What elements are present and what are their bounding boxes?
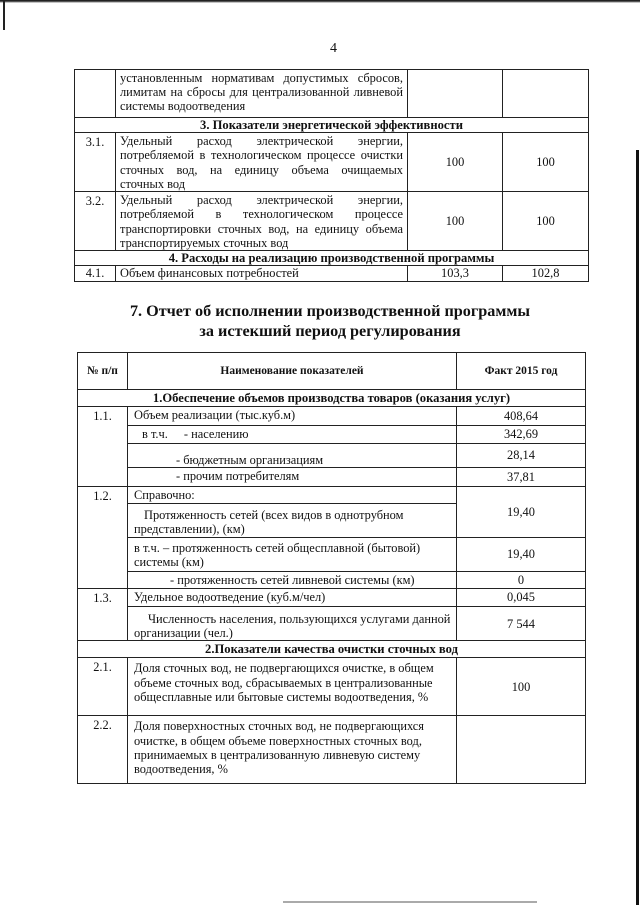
row-value-1: 103,3 <box>408 266 503 281</box>
row-name: - бюджетным организациям <box>128 444 457 468</box>
report-title-line-1: 7. Отчет об исполнении производственной программы <box>129 302 531 320</box>
row-number: 2.1. <box>78 658 128 716</box>
table-row <box>78 444 586 468</box>
row-value-1: 100 <box>408 192 503 251</box>
section-3-title: 3. Показатели энергетической эффективности <box>75 118 589 133</box>
row-name: в т.ч. – протяженность сетей общесплавной (бытовой) системы (км) <box>128 538 457 572</box>
row-value-1: 100 <box>408 133 503 192</box>
table-row <box>78 407 586 426</box>
row-name: Удельный расход электрической энергии, потребляемой в технологическом процессе транспортировки сточных вод, на единицу объема транспортируемых сточных вод <box>116 192 408 251</box>
scan-edge-top <box>0 0 640 3</box>
row-name: установленным нормативам допустимых сбросов, лимитам на сбросы для централизованной ливневой системы водоотведения <box>116 70 408 118</box>
row-number: 1.1. <box>78 407 128 487</box>
table-row <box>78 607 586 641</box>
section-header-row <box>75 118 589 133</box>
table-header-row <box>78 353 586 390</box>
row-value-1 <box>408 70 503 118</box>
column-header-value: Факт 2015 год <box>457 353 586 390</box>
table-row <box>75 70 589 118</box>
row-value: 100 <box>457 658 586 716</box>
row-number: 4.1. <box>75 266 116 281</box>
row-value: 342,69 <box>457 426 586 444</box>
section-4-title: 4. Расходы на реализацию производственной программы <box>75 251 589 266</box>
row-number: 3.2. <box>75 192 116 251</box>
row-number: 3.1. <box>75 133 116 192</box>
section-header-row <box>78 390 586 407</box>
section-1-title: 1.Обеспечение объемов производства товаров (оказания услуг) <box>78 390 586 407</box>
row-number: 2.2. <box>78 716 128 784</box>
row-prefix: в т.ч. <box>142 427 168 441</box>
column-header-number: № п/п <box>78 353 128 390</box>
row-value <box>457 716 586 784</box>
section-header-row <box>78 641 586 658</box>
row-number <box>75 70 116 118</box>
page-number: 4 <box>330 41 337 56</box>
row-name: Объем финансовых потребностей <box>116 266 408 281</box>
row-value: 37,81 <box>457 468 586 487</box>
row-subname: - населению <box>183 427 249 441</box>
scan-edge-left <box>3 0 5 30</box>
row-number: 1.3. <box>78 589 128 641</box>
report-title-line-2: за истекший период регулирования <box>199 322 461 340</box>
row-name: Удельный расход электрической энергии, потребляемой в технологическом процессе очистки сточных вод, на единицу объема очищаемых сточных вод <box>116 133 408 192</box>
row-name: - прочим потребителям <box>128 468 457 487</box>
section-2-title: 2.Показатели качества очистки сточных вод <box>78 641 586 658</box>
row-value: 28,14 <box>457 444 586 468</box>
row-number: 1.2. <box>78 487 128 589</box>
row-value: 19,40 <box>457 538 586 572</box>
table-row <box>78 468 586 487</box>
row-name: Доля поверхностных сточных вод, не подвергающихся очистке, в общем объеме поверхностных сточных вод, принимаемых в централизованную ливневую систему водоотведения, % <box>128 716 457 784</box>
row-value: 0,045 <box>457 589 586 607</box>
scan-edge-right <box>636 150 639 905</box>
report-table <box>77 352 586 784</box>
row-name: Протяженность сетей (всех видов в однотрубном представлении), (км) <box>128 504 457 538</box>
table-row <box>75 266 589 281</box>
row-value: 0 <box>457 572 586 589</box>
column-header-name: Наименование показателей <box>128 353 457 390</box>
row-value: 19,40 <box>457 487 586 538</box>
row-value-2: 102,8 <box>503 266 589 281</box>
table-row <box>78 487 586 504</box>
row-name: Справочно: <box>128 487 457 504</box>
row-name: - протяженность сетей ливневой системы (км) <box>128 572 457 589</box>
indicators-table-continued <box>74 69 589 282</box>
row-name: Численность населения, пользующихся услугами данной организации (чел.) <box>128 607 457 641</box>
table-row <box>78 538 586 572</box>
row-value-2: 100 <box>503 133 589 192</box>
row-name: Удельное водоотведение (куб.м/чел) <box>128 589 457 607</box>
table-row <box>78 426 586 444</box>
scan-edge-bottom <box>283 901 537 903</box>
section-header-row <box>75 251 589 266</box>
table-row <box>75 133 589 192</box>
row-value-2 <box>503 70 589 118</box>
row-value: 7 544 <box>457 607 586 641</box>
row-name <box>128 426 457 444</box>
row-name: Объем реализации (тыс.куб.м) <box>128 407 457 426</box>
row-value: 408,64 <box>457 407 586 426</box>
row-value-2: 100 <box>503 192 589 251</box>
table-row <box>78 589 586 607</box>
table-row <box>78 658 586 716</box>
table-row <box>78 572 586 589</box>
row-name: Доля сточных вод, не подвергающихся очистке, в общем объеме сточных вод, сбрасываемых в централизованные общесплавные или бытовые системы водоотведения, % <box>128 658 457 716</box>
table-row <box>75 192 589 251</box>
table-row <box>78 716 586 784</box>
